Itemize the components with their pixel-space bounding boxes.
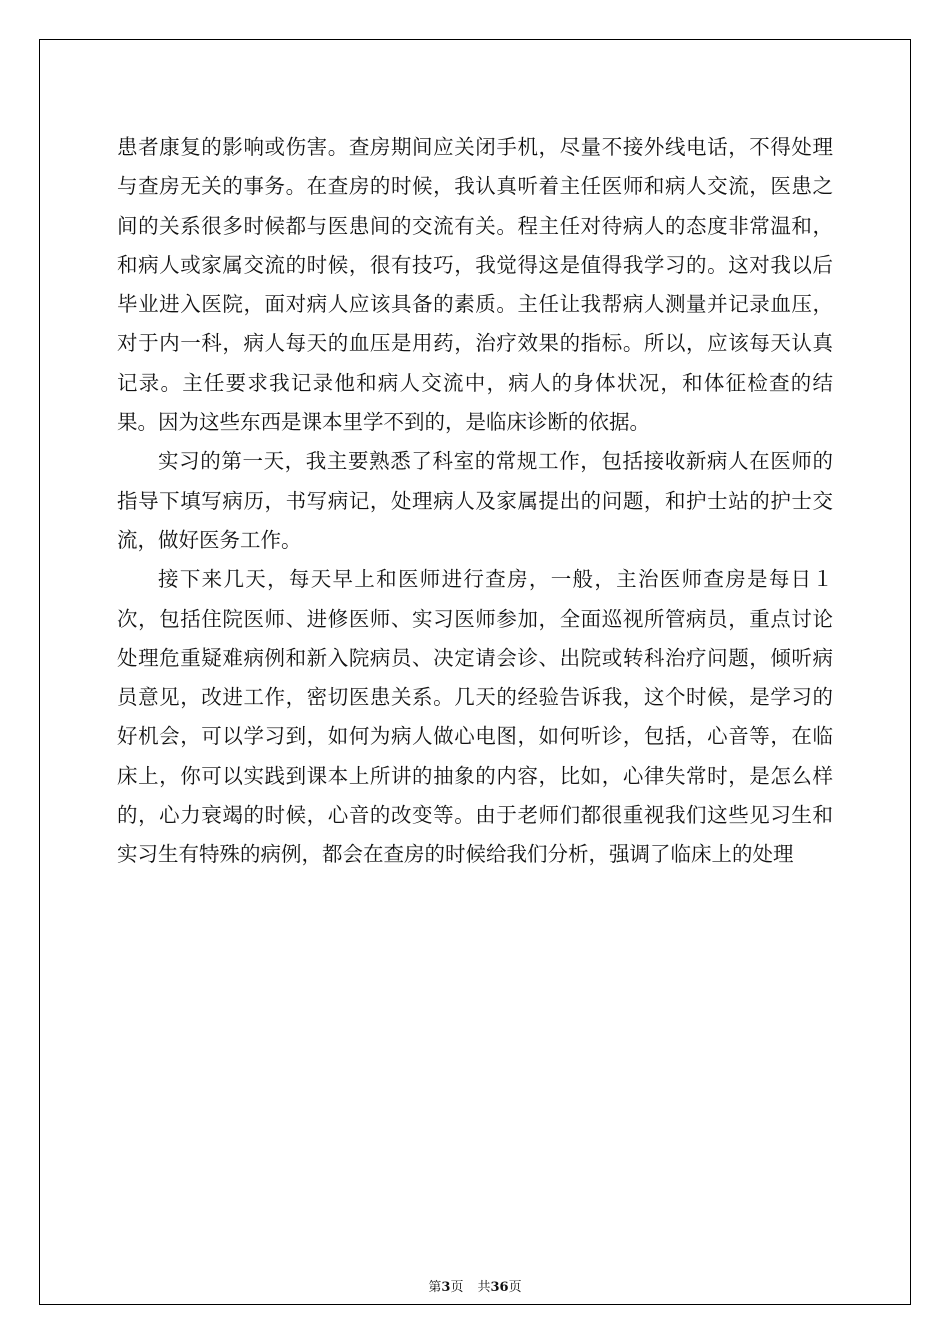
page-suffix: 页 bbox=[450, 1280, 464, 1295]
total-prefix: 共 bbox=[477, 1280, 491, 1295]
paragraph-2: 实习的第一天，我主要熟悉了科室的常规工作，包括接收新病人在医师的指导下填写病历，书写病记，处理病人及家属提出的问题，和护士站的护士交流，做好医务工作。 bbox=[117, 449, 833, 552]
total-suffix: 页 bbox=[508, 1280, 522, 1295]
paragraph-1: 患者康复的影响或伤害。查房期间应关闭手机，尽量不接外线电话，不得处理与查房无关的事务。在查房的时候，我认真听着主任医师和病人交流，医患之间的关系很多时候都与医患间的交流有关。程主任对待病人的态度非常温和，和病人或家属交流的时候，很有技巧，我觉得这是值得我学习的。这对我以后毕业进入医院，面对病人应该具备的素质。主任让我帮病人测量并记录血压，对于内一科，病人每天的血压是用药，治疗效果的指标。所以，应该每天认真记录。主任要求我记录他和病人交流中，病人的身体状况，和体征检查的结果。因为这些东西是课本里学不到的，是临床诊断的依据。 bbox=[117, 135, 833, 435]
document-body bbox=[117, 128, 833, 875]
page-prefix: 第 bbox=[428, 1280, 442, 1295]
page-footer bbox=[0, 1276, 950, 1295]
page-number: 3 bbox=[441, 1280, 451, 1295]
total-pages: 36 bbox=[490, 1280, 509, 1295]
paragraph-3: 接下来几天，每天早上和医师进行查房，一般，主治医师查房是每日１次，包括住院医师、进修医师、实习医师参加，全面巡视所管病员，重点讨论处理危重疑难病例和新入院病员、决定请会诊、出院或转科治疗问题，倾听病员意见，改进工作，密切医患关系。几天的经验告诉我，这个时候，是学习的好机会，可以学习到，如何为病人做心电图，如何听诊，包括，心音等，在临床上，你可以实践到课本上所讲的抽象的内容，比如，心律失常时，是怎么样的，心力衰竭的时候，心音的改变等。由于老师们都很重视我们这些见习生和实习生有特殊的病例，都会在查房的时候给我们分析，强调了临床上的处理 bbox=[117, 567, 833, 867]
